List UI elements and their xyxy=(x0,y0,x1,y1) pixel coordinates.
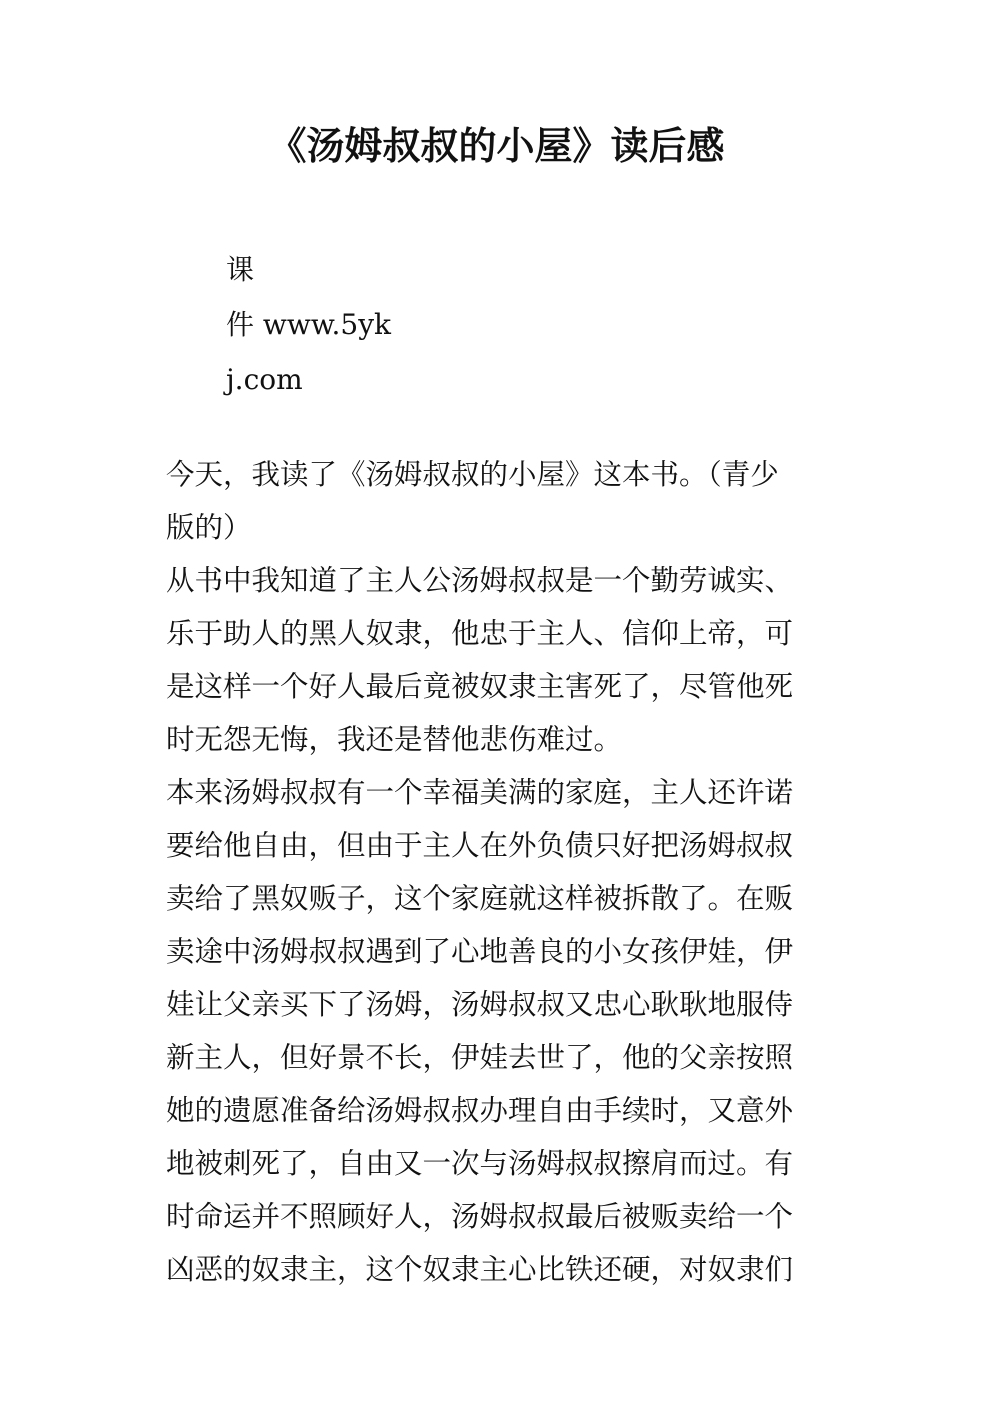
body-line: 卖途中汤姆叔叔遇到了心地善良的小女孩伊娃，伊 xyxy=(166,935,794,968)
body-line: 娃让父亲买下了汤姆，汤姆叔叔又忠心耿耿地服侍 xyxy=(166,988,794,1021)
body-line: 是这样一个好人最后竟被奴隶主害死了，尽管他死 xyxy=(166,670,794,703)
body-line: 本来汤姆叔叔有一个幸福美满的家庭，主人还许诺 xyxy=(166,776,794,809)
body-line: 乐于助人的黑人奴隶，他忠于主人、信仰上帝，可 xyxy=(166,617,794,650)
source-note xyxy=(226,242,391,407)
body-line: 卖给了黑奴贩子，这个家庭就这样被拆散了。在贩 xyxy=(166,882,794,915)
source-line: 课 xyxy=(226,253,255,286)
body-line: 版的） xyxy=(166,511,252,544)
source-line: j.com xyxy=(226,363,303,396)
body-line: 今天，我读了《汤姆叔叔的小屋》这本书。（青少 xyxy=(166,458,779,491)
body-line: 新主人，但好景不长，伊娃去世了，他的父亲按照 xyxy=(166,1041,794,1074)
article-body xyxy=(166,448,826,1296)
body-line: 她的遗愿准备给汤姆叔叔办理自由手续时，又意外 xyxy=(166,1094,794,1127)
body-line: 时命运并不照顾好人，汤姆叔叔最后被贩卖给一个 xyxy=(166,1200,794,1233)
body-line: 时无怨无悔，我还是替他悲伤难过。 xyxy=(166,723,623,756)
body-line: 地被刺死了，自由又一次与汤姆叔叔擦肩而过。有 xyxy=(166,1147,794,1180)
body-line: 要给他自由，但由于主人在外负债只好把汤姆叔叔 xyxy=(166,829,794,862)
body-line: 从书中我知道了主人公汤姆叔叔是一个勤劳诚实、 xyxy=(166,564,794,597)
page-title: 《汤姆叔叔的小屋》读后感 xyxy=(268,124,725,168)
source-line: 件 www.5yk xyxy=(226,308,391,341)
body-line: 凶恶的奴隶主，这个奴隶主心比铁还硬，对奴隶们 xyxy=(166,1253,794,1286)
